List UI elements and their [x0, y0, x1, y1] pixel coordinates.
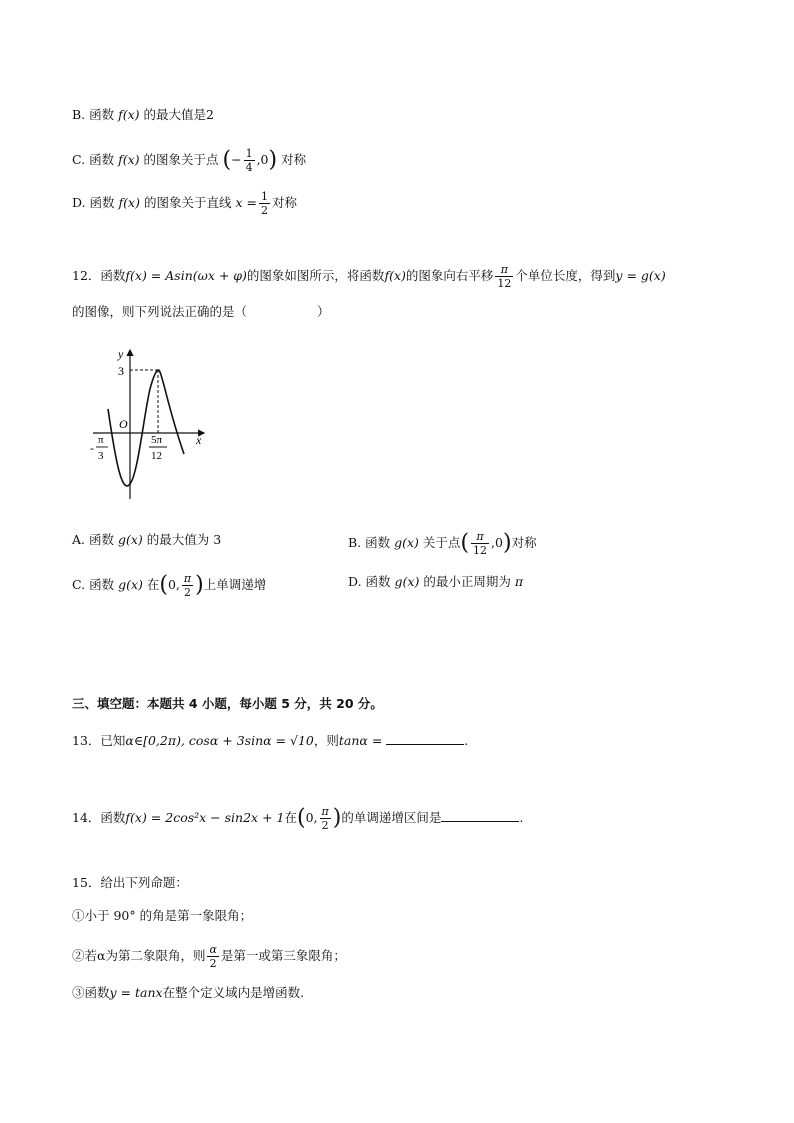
- x-axis-label: x: [196, 433, 202, 447]
- option-b-prefix: B. 函数: [72, 107, 115, 122]
- answer-b-gx: g(x): [394, 535, 419, 550]
- q15-tan-expression: y = tanx: [109, 985, 163, 1000]
- q13-expression: α∈[0,2π), cosα + 3sinα = √10: [125, 733, 314, 748]
- answer-c: C. 函数 g(x) 在(0, $\frac{\pi}{2}$ )上单调递增: [72, 572, 267, 599]
- q12-text-4: 个单位长度，得到: [515, 268, 616, 283]
- option-c: C. 函数 f(x) 的图象关于点 (− $\frac{1}{4}$ ,0) 对称: [72, 147, 307, 174]
- q12-fx: f(x): [384, 268, 406, 283]
- answer-d-gx: g(x): [394, 574, 420, 589]
- option-b: [72, 105, 214, 125]
- option-d-fx: f(x): [118, 195, 140, 210]
- q12-label: 12．函数: [72, 268, 126, 283]
- option-c-neg: −: [231, 152, 242, 167]
- left-tick-sign: -: [90, 441, 94, 455]
- option-d-prefix: D. 函数: [72, 195, 115, 210]
- q15-proposition-2: ②若α为第二象限角，则 $\frac{\alpha}{2}$ 是第一或第三象限角；: [72, 943, 346, 970]
- q15-proposition-1: ①小于 90° 的角是第一象限角；: [72, 908, 253, 923]
- option-d: [72, 190, 297, 217]
- question-12-line1: [72, 263, 666, 290]
- answer-b: B. 函数 g(x) 关于点( $\frac{\pi}{12}$ ,0)对称: [348, 530, 537, 557]
- option-d-suffix: 对称: [271, 195, 297, 210]
- answer-d: D. 函数 g(x) 的最小正周期为 π: [348, 574, 524, 589]
- q12-shift-fraction: $\frac{\pi}{12}$: [497, 263, 512, 290]
- answer-a-gx: g(x): [117, 532, 143, 547]
- answer-a: A. 函数 g(x) 的最大值为 3: [72, 532, 222, 547]
- option-c-tail: ,0: [256, 152, 269, 167]
- option-d-xeq: x =: [235, 195, 257, 210]
- question-14: 14．函数f(x) = 2cos²x − sin2x + 1在(0, $\frac{\pi}{2}$ )的单调递增区间是 .: [72, 805, 524, 832]
- option-b-suffix: 的最大值是2: [143, 107, 214, 122]
- option-c-mid: 的图象关于点: [143, 152, 219, 167]
- q12-expression: f(x) = Asin(ωx + φ): [125, 268, 247, 283]
- q12-text-3: 的图象向右平移: [405, 268, 494, 283]
- q12-text-2: 的图象如图所示，将函数: [246, 268, 385, 283]
- q12-close-paren: ）: [317, 304, 330, 319]
- option-c-fraction: $\frac{1}{4}$: [245, 147, 253, 174]
- right-tick-denominator: 12: [151, 450, 162, 462]
- q13-ask: tanα =: [338, 733, 383, 748]
- question-13: 13．已知α∈[0,2π), cosα + 3sinα = √10，则tanα = .: [72, 733, 469, 748]
- section-3-heading: 三、填空题：本题共 4 小题，每小题 5 分，共 20 分。: [72, 696, 383, 711]
- answer-c-gx: g(x): [118, 577, 143, 592]
- right-tick-numerator: 5π: [151, 434, 163, 446]
- question-15-intro: 15．给出下列命题：: [72, 875, 188, 890]
- option-c-fx: f(x): [118, 152, 140, 167]
- left-tick-numerator: π: [98, 434, 104, 446]
- option-c-suffix: 对称: [281, 152, 307, 167]
- option-d-mid: 的图象关于直线: [143, 195, 232, 210]
- q12-gx: y = g(x): [615, 268, 666, 283]
- q14-expression: f(x) = 2cos²x − sin2x + 1: [125, 810, 285, 825]
- answer-c-fraction: $\frac{\pi}{2}$: [183, 572, 192, 599]
- q15-alpha-fraction: $\frac{\alpha}{2}$: [209, 943, 217, 970]
- y-axis-label: y: [118, 347, 124, 361]
- origin-label: O: [119, 417, 128, 431]
- option-d-fraction: $\frac{1}{2}$: [260, 190, 268, 217]
- q14-answer-blank[interactable]: [441, 809, 519, 822]
- question-12-line2: [72, 302, 330, 322]
- option-c-prefix: C. 函数: [72, 152, 115, 167]
- option-b-fx: f(x): [118, 107, 140, 122]
- left-tick-denominator: 3: [98, 450, 104, 462]
- q13-answer-blank[interactable]: [386, 732, 464, 745]
- q14-fraction: $\frac{\pi}{2}$: [321, 805, 329, 832]
- max-label: 3: [118, 364, 124, 378]
- sine-graph: [88, 344, 218, 504]
- q15-proposition-3: ③函数y = tanx在整个定义域内是增函数.: [72, 985, 305, 1000]
- q12-line2-text: 的图像，则下列说法正确的是（: [72, 304, 248, 319]
- answer-b-fraction: $\frac{\pi}{12}$: [473, 530, 488, 557]
